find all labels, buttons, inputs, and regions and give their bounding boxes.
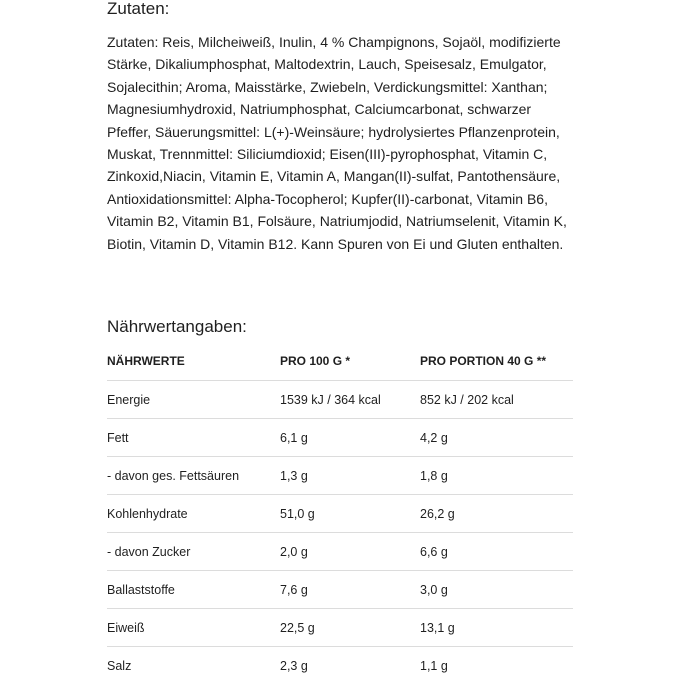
value-per-100g: 51,0 g: [280, 495, 420, 533]
nutrition-title: Nährwertangaben:: [107, 317, 247, 337]
nutrient-name: Ballaststoffe: [107, 571, 280, 609]
nutrition-table: [107, 342, 573, 684]
nutrition-header-row: [107, 342, 573, 381]
nutrient-name: Salz: [107, 647, 280, 684]
table-row: [107, 457, 573, 495]
header-per-portion: PRO PORTION 40 G **: [420, 342, 573, 381]
nutrient-name: Eiweiß: [107, 609, 280, 647]
value-per-100g: 2,0 g: [280, 533, 420, 571]
nutrient-name: Kohlenhydrate: [107, 495, 280, 533]
value-per-100g: 1,3 g: [280, 457, 420, 495]
table-row: [107, 609, 573, 647]
ingredients-title: Zutaten:: [107, 0, 169, 19]
header-per-100g: PRO 100 G *: [280, 342, 420, 381]
value-per-portion: 852 kJ / 202 kcal: [420, 381, 573, 419]
table-row: [107, 381, 573, 419]
nutrient-name: Energie: [107, 381, 280, 419]
table-row: [107, 571, 573, 609]
value-per-portion: 3,0 g: [420, 571, 573, 609]
table-row: [107, 419, 573, 457]
value-per-100g: 7,6 g: [280, 571, 420, 609]
value-per-portion: 6,6 g: [420, 533, 573, 571]
table-row: [107, 533, 573, 571]
table-row: [107, 495, 573, 533]
header-nutrient: NÄHRWERTE: [107, 342, 280, 381]
value-per-portion: 1,8 g: [420, 457, 573, 495]
nutrient-name: - davon ges. Fettsäuren: [107, 457, 280, 495]
nutrient-name: Fett: [107, 419, 280, 457]
value-per-100g: 6,1 g: [280, 419, 420, 457]
value-per-portion: 4,2 g: [420, 419, 573, 457]
table-row: [107, 647, 573, 684]
value-per-100g: 1539 kJ / 364 kcal: [280, 381, 420, 419]
ingredients-text: Zutaten: Reis, Milcheiweiß, Inulin, 4 % Champignons, Sojaöl, modifizierte Stärke, Dikaliumphosphat, Maltodextrin, Lauch, Speisesalz, Emulgator, Sojalecithin; Aroma, Maisstärke, Zwiebeln, Verdickungsmittel: Xanthan; Magnesiumhydroxid, Natriumphosphat, Calciumcarbonat, schwarzer Pfeffer, Säuerungsmittel: L(+)-Weinsäure; hydrolysiertes Pflanzenprotein, Muskat, Trennmittel: Siliciumdioxid; Eisen(III)-pyrophosphat, Vitamin C, Zinkoxid,Niacin, Vitamin E, Vitamin A, Mangan(II)-sulfat, Pantothensäure, Antioxidationsmittel: Alpha-Tocopherol; Kupfer(II)-carbonat, Vitamin B6, Vitamin B2, Vitamin B1, Folsäure, Natriumjodid, Natriumselenit, Vitamin K, Biotin, Vitamin D, Vitamin B12. Kann Spuren von Ei und Gluten enthalten.: [107, 31, 577, 255]
value-per-100g: 22,5 g: [280, 609, 420, 647]
value-per-portion: 13,1 g: [420, 609, 573, 647]
value-per-portion: 26,2 g: [420, 495, 573, 533]
nutrient-name: - davon Zucker: [107, 533, 280, 571]
value-per-100g: 2,3 g: [280, 647, 420, 684]
value-per-portion: 1,1 g: [420, 647, 573, 684]
